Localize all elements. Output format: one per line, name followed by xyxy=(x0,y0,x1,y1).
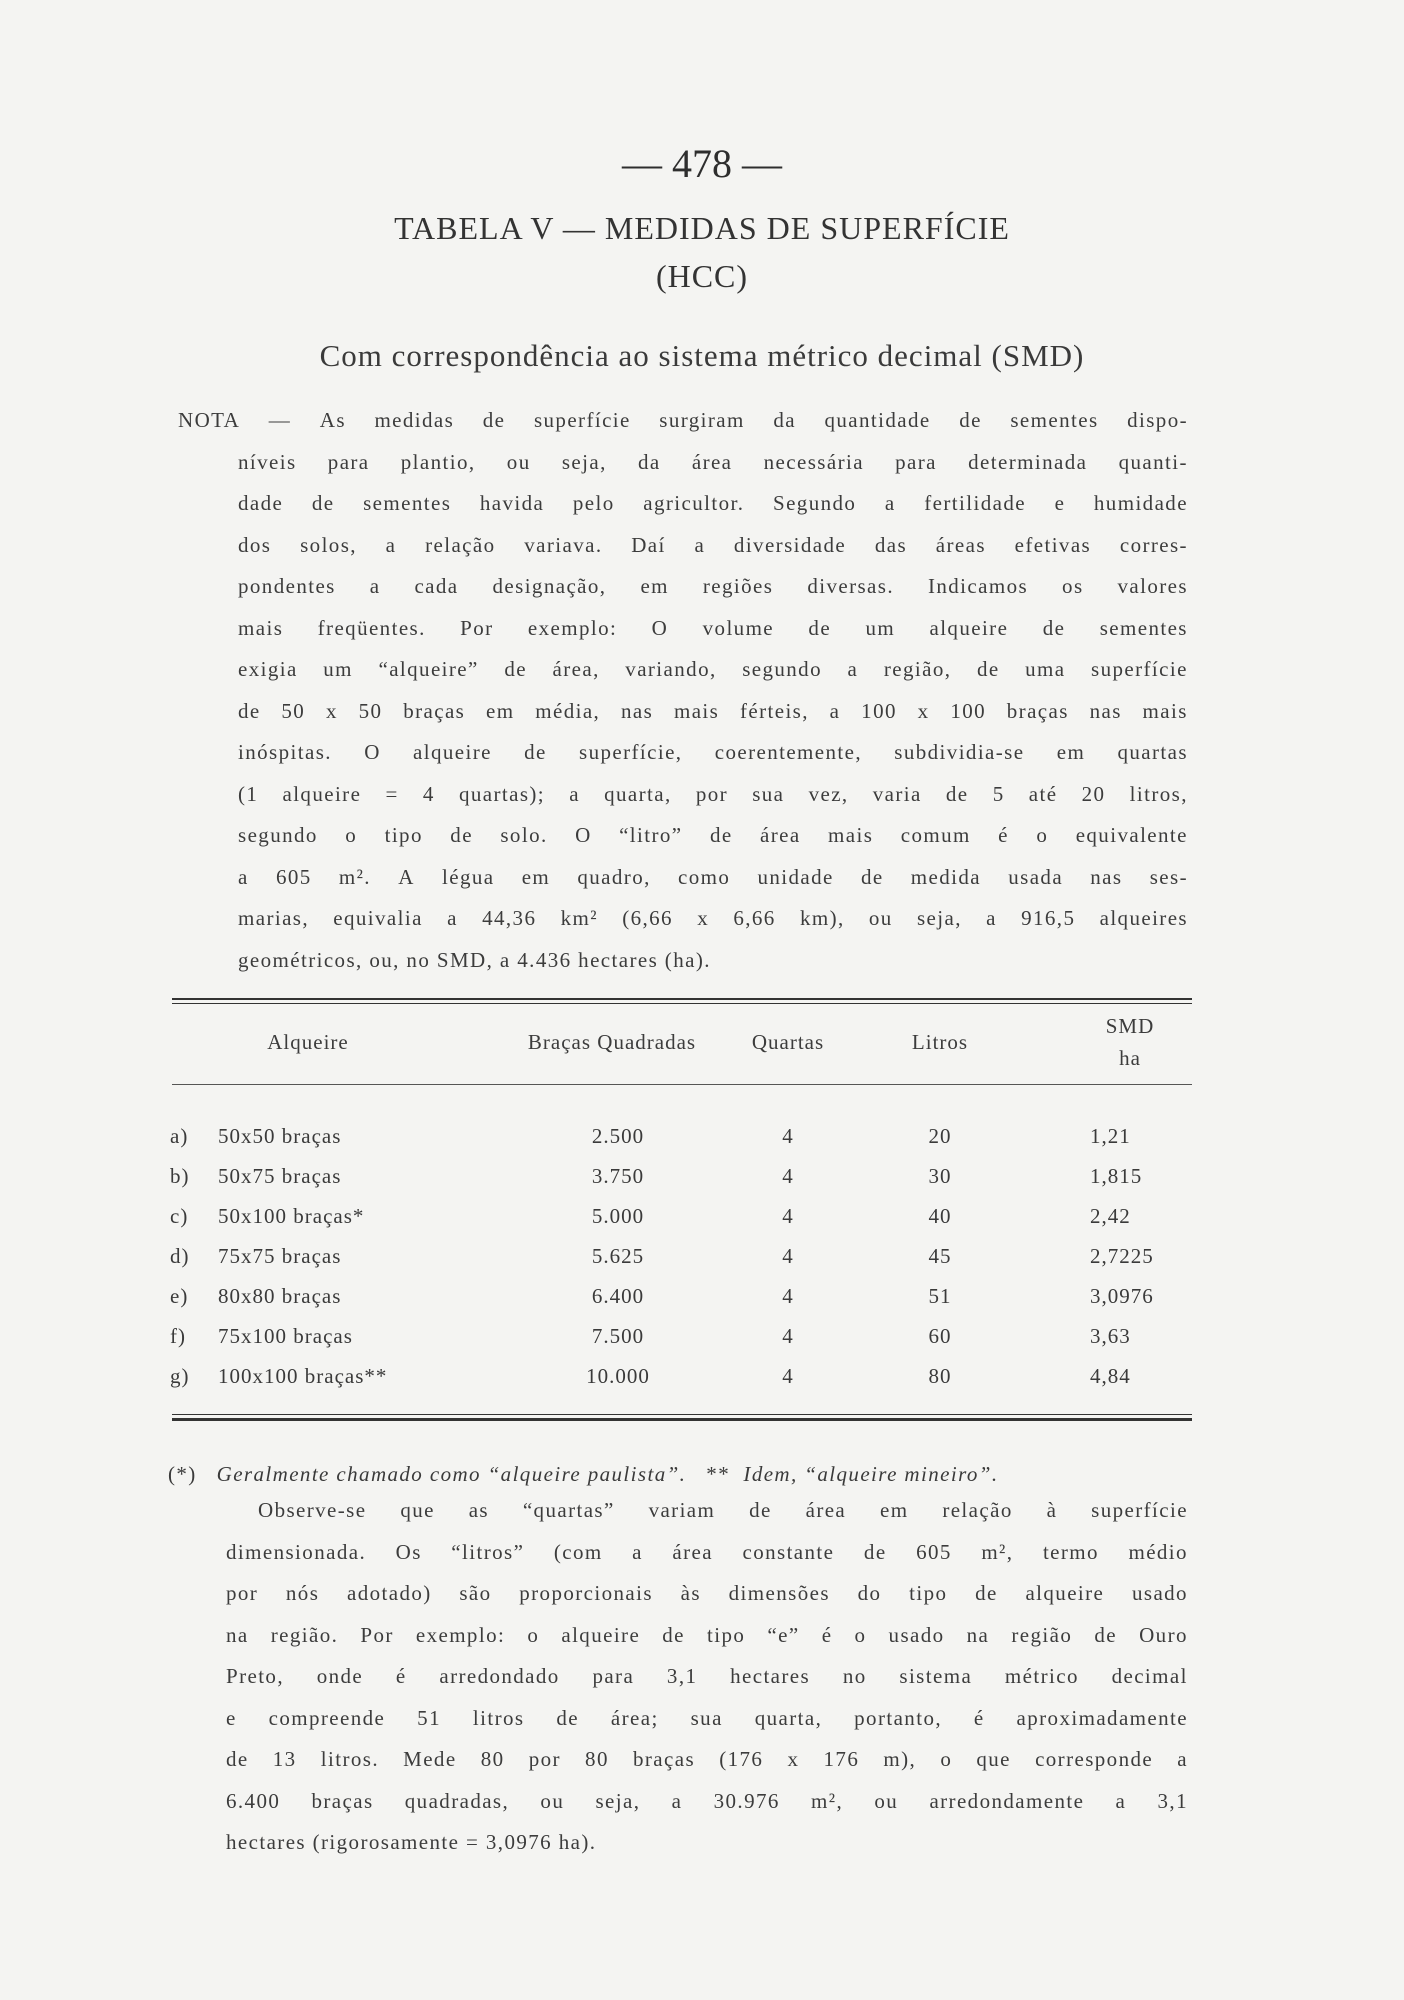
cell-quartas: 4 xyxy=(782,1164,794,1188)
row-label: b) xyxy=(170,1164,190,1188)
row-label: c) xyxy=(170,1204,189,1228)
cell-alqueire: 50x50 braças xyxy=(218,1124,342,1148)
obs-line: na região. Por exemplo: o alqueire de tipo “e” é o usado na região de Ouro xyxy=(226,1622,1188,1647)
row-label: e) xyxy=(170,1284,189,1308)
nota-line: a 605 m². A légua em quadro, como unidade de medida usada nas ses- xyxy=(238,864,1188,889)
cell-ha: 3,0976 xyxy=(1090,1284,1154,1308)
table-top-rule-thin xyxy=(172,1003,1192,1004)
row-label: f) xyxy=(170,1324,186,1348)
nota-line: pondentes a cada designação, em regiões diversas. Indicamos os valores xyxy=(238,574,1188,598)
header-ha: ha xyxy=(1119,1046,1141,1070)
cell-ha: 2,42 xyxy=(1090,1204,1131,1228)
cell-quartas: 4 xyxy=(782,1204,794,1228)
nota-line: NOTA — As medidas de superfície surgiram da quantidade de sementes dispo- xyxy=(178,408,1188,432)
cell-bracas: 5.000 xyxy=(591,1204,645,1228)
observation-paragraph xyxy=(226,1490,1188,1864)
cell-ha: 2,7225 xyxy=(1090,1244,1154,1268)
cell-alqueire: 80x80 braças xyxy=(218,1284,342,1308)
header-litros: Litros xyxy=(911,1030,969,1054)
cell-bracas: 6.400 xyxy=(591,1284,645,1308)
footnote-text-1: Geralmente chamado como “alqueire paulista”. xyxy=(216,1462,687,1486)
row-label: a) xyxy=(170,1124,189,1148)
cell-ha: 4,84 xyxy=(1090,1364,1131,1388)
cell-quartas: 4 xyxy=(782,1284,794,1308)
nota-line: (1 alqueire = 4 quartas); a quarta, por sua vez, varia de 5 até 20 litros, xyxy=(238,781,1188,806)
cell-bracas: 5.625 xyxy=(591,1244,645,1268)
cell-bracas: 10.000 xyxy=(586,1364,650,1388)
nota-line: inóspitas. O alqueire de superfície, coerentemente, subdividia-se em quartas xyxy=(238,740,1188,764)
nota-line: dos solos, a relação variava. Daí a diversidade das áreas efetivas corres- xyxy=(238,532,1188,557)
cell-litros: 40 xyxy=(928,1204,952,1228)
nota-line: marias, equivalia a 44,36 km² (6,66 x 6,66 km), ou seja, a 916,5 alqueires xyxy=(238,906,1188,930)
cell-litros: 20 xyxy=(928,1124,952,1148)
cell-ha: 1,21 xyxy=(1090,1124,1131,1148)
cell-quartas: 4 xyxy=(782,1244,794,1268)
header-alqueire: Alqueire xyxy=(267,1030,349,1054)
obs-line: Observe-se que as “quartas” variam de área em relação à superfície xyxy=(258,1498,1188,1522)
row-label: d) xyxy=(170,1244,190,1268)
cell-alqueire: 75x75 braças xyxy=(218,1244,342,1268)
table-bottom-rule xyxy=(172,1418,1192,1421)
cell-alqueire: 100x100 braças** xyxy=(218,1364,388,1388)
header-quartas: Quartas xyxy=(751,1030,825,1054)
cell-quartas: 4 xyxy=(782,1124,794,1148)
nota-line: níveis para plantio, ou seja, da área necessária para determinada quanti- xyxy=(238,449,1188,474)
cell-alqueire: 75x100 braças xyxy=(218,1324,353,1348)
cell-litros: 60 xyxy=(928,1324,952,1348)
obs-line: Preto, onde é arredondado para 3,1 hectares no sistema métrico decimal xyxy=(226,1664,1188,1688)
cell-bracas: 3.750 xyxy=(591,1164,645,1188)
header-bracas-quadradas: Braças Quadradas xyxy=(527,1030,697,1054)
header-smd: SMD xyxy=(1105,1014,1155,1038)
table-top-rule xyxy=(172,998,1192,1000)
cell-bracas: 2.500 xyxy=(591,1124,645,1148)
obs-line: 6.400 braças quadradas, ou seja, a 30.976 m², ou arredondamente a 3,1 xyxy=(226,1788,1188,1813)
table-title-hcc: (HCC) xyxy=(655,258,749,294)
nota-line: geométricos, ou, no SMD, a 4.436 hectares (ha). xyxy=(238,947,711,972)
subtitle: Com correspondência ao sistema métrico decimal (SMD) xyxy=(319,338,1085,373)
row-label: g) xyxy=(170,1364,190,1388)
cell-quartas: 4 xyxy=(782,1324,794,1348)
cell-ha: 1,815 xyxy=(1090,1164,1143,1188)
obs-line: por nós adotado) são proporcionais às dimensões do tipo de alqueire usado xyxy=(226,1581,1188,1605)
obs-line: hectares (rigorosamente = 3,0976 ha). xyxy=(226,1830,597,1854)
footnote-mark-1: (*) xyxy=(168,1462,197,1486)
nota-line: mais freqüentes. Por exemplo: O volume de um alqueire de sementes xyxy=(238,615,1188,640)
cell-litros: 80 xyxy=(928,1364,952,1388)
cell-ha: 3,63 xyxy=(1090,1324,1131,1348)
cell-alqueire: 50x100 braças* xyxy=(218,1204,365,1228)
page-number: — 478 — xyxy=(622,141,782,186)
header-rule xyxy=(172,1084,1192,1085)
nota-paragraph xyxy=(178,400,1188,981)
footnote-text-2: Idem, “alqueire mineiro”. xyxy=(743,1462,999,1486)
obs-line: e compreende 51 litros de área; sua quarta, portanto, é aproximadamente xyxy=(226,1705,1188,1730)
cell-litros: 30 xyxy=(928,1164,952,1188)
cell-litros: 45 xyxy=(928,1244,952,1268)
cell-litros: 51 xyxy=(928,1284,952,1308)
cell-bracas: 7.500 xyxy=(591,1324,645,1348)
cell-alqueire: 50x75 braças xyxy=(218,1164,342,1188)
cell-quartas: 4 xyxy=(782,1364,794,1388)
nota-line: exigia um “alqueire” de área, variando, segundo a região, de uma superfície xyxy=(238,657,1188,681)
table-footnote xyxy=(168,1462,999,1487)
obs-line: de 13 litros. Mede 80 por 80 braças (176 x 176 m), o que corresponde a xyxy=(226,1747,1188,1771)
table-title: TABELA V — MEDIDAS DE SUPERFÍCIE xyxy=(394,210,1010,246)
footnote-mark-2: ** xyxy=(706,1462,731,1486)
table-bottom-rule-thin xyxy=(172,1414,1192,1415)
nota-line: dade de sementes havida pelo agricultor. Segundo a fertilidade e humidade xyxy=(238,491,1188,515)
obs-line: dimensionada. Os “litros” (com a área constante de 605 m², termo médio xyxy=(226,1539,1188,1564)
nota-line: de 50 x 50 braças em média, nas mais férteis, a 100 x 100 braças nas mais xyxy=(238,698,1188,723)
nota-line: segundo o tipo de solo. O “litro” de área mais comum é o equivalente xyxy=(238,823,1188,847)
